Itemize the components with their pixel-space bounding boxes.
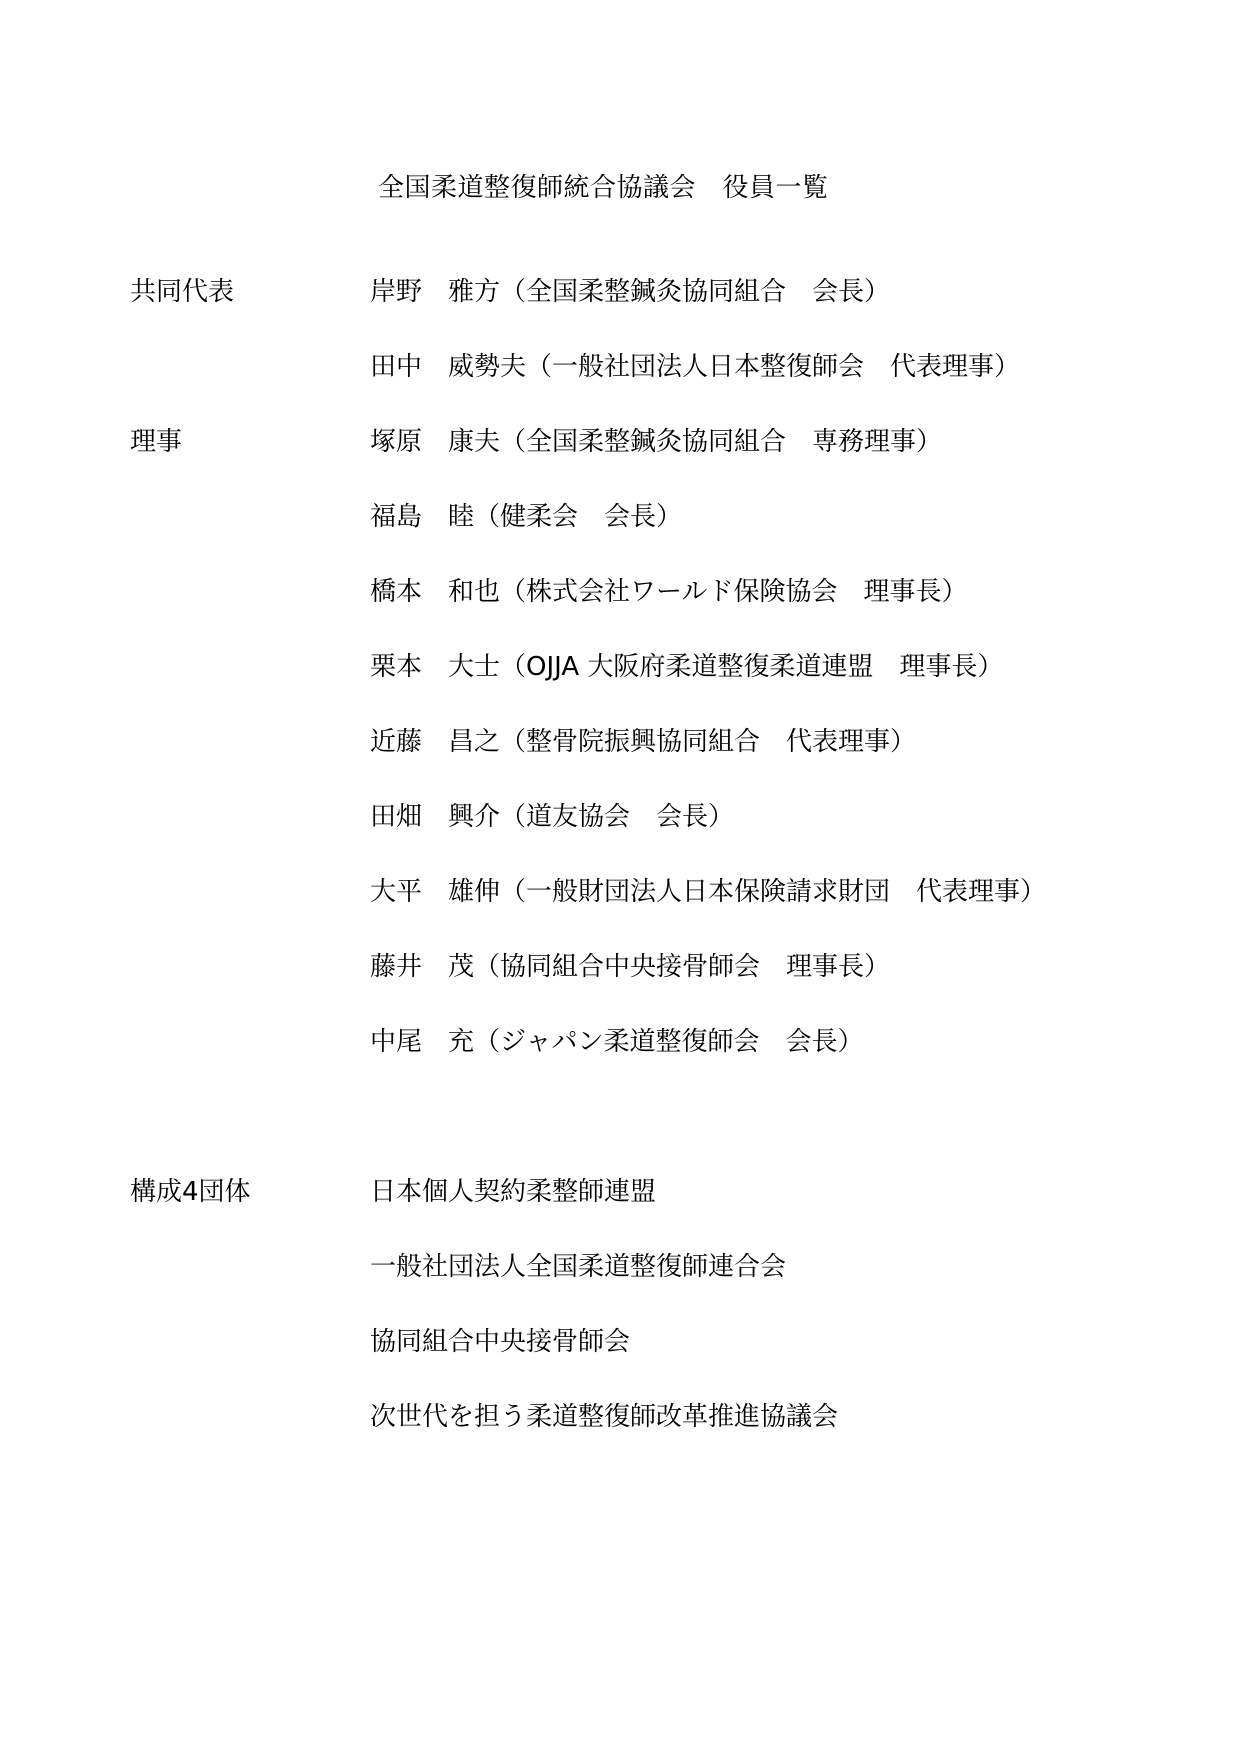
member-group-entry: 次世代を担う柔道整復師改革推進協議会 — [370, 1402, 839, 1432]
director-entry: 塚原 康夫（全国柔整鍼灸協同組合 専務理事） — [370, 427, 943, 457]
director-entry: 中尾 充（ジャパン柔道整復師会 会長） — [370, 1027, 864, 1057]
director-entry: 橋本 和也（株式会社ワールド保険協会 理事長） — [370, 577, 968, 607]
member-group-entry: 日本個人契約柔整師連盟 — [370, 1177, 657, 1207]
member-group-entry: 一般社団法人全国柔道整復師連合会 — [370, 1252, 787, 1282]
director-entry: 藤井 茂（協同組合中央接骨師会 理事長） — [370, 952, 891, 982]
director-entry: 近藤 昌之（整骨院振興協同組合 代表理事） — [370, 727, 917, 757]
member-group-entry: 協同組合中央接骨師会 — [370, 1327, 631, 1357]
director-entry: 田畑 興介（道友協会 会長） — [370, 802, 735, 832]
representative-entry: 岸野 雅方（全国柔整鍼灸協同組合 会長） — [370, 277, 891, 307]
page-title: 全国柔道整復師統合協議会 役員一覧 — [378, 173, 829, 203]
director-entry: 福島 睦（健柔会 会長） — [370, 502, 683, 532]
section-label-member-groups: 構成4団体 — [130, 1177, 251, 1207]
representative-entry: 田中 威勢夫（一般社団法人日本整復師会 代表理事） — [370, 352, 1021, 382]
section-label-directors: 理事 — [130, 427, 183, 457]
director-entry: 大平 雄伸（一般財団法人日本保険請求財団 代表理事） — [370, 877, 1047, 907]
director-entry: 栗本 大士（OJJA 大阪府柔道整復柔道連盟 理事長） — [370, 652, 1004, 682]
section-label-representatives: 共同代表 — [130, 277, 235, 307]
